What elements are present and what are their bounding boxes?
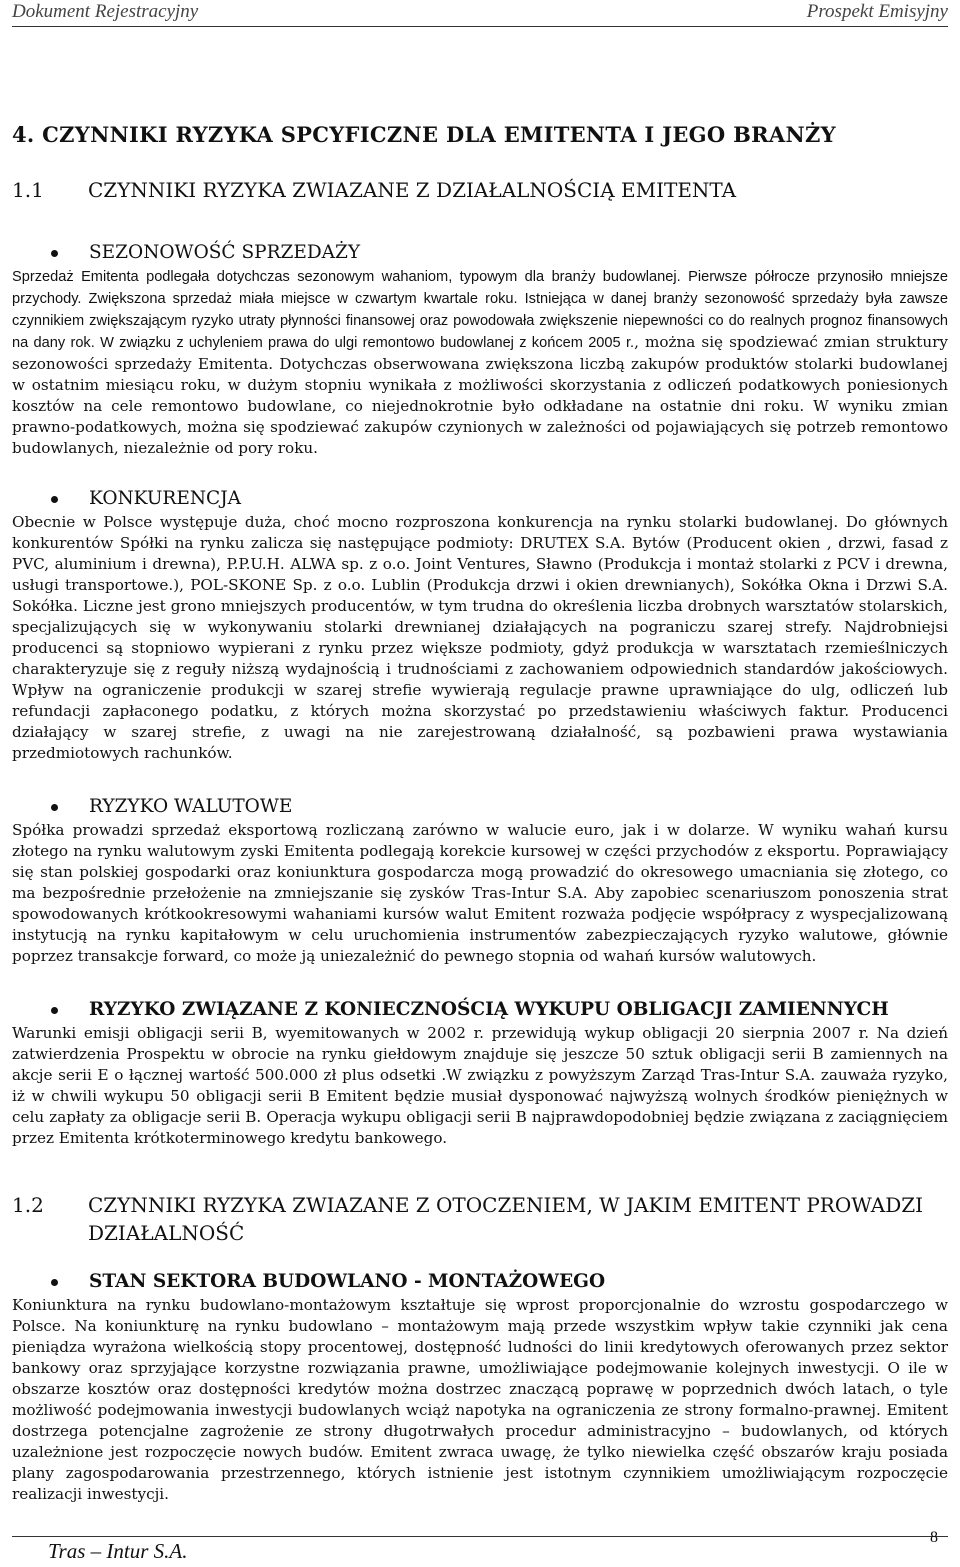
- bullet-icon: [51, 804, 58, 811]
- section-number: 1.2: [12, 1193, 44, 1217]
- subheading-seasonality: [12, 240, 948, 266]
- subheading-bonds: [12, 997, 948, 1023]
- page-header: [12, 0, 948, 27]
- page-number: 8: [930, 1529, 938, 1546]
- subheading-currency: [12, 794, 948, 820]
- paragraph-seasonality: [12, 266, 948, 459]
- subheading-construction: [12, 1269, 948, 1295]
- bullet-icon: [51, 1279, 58, 1286]
- section-title: CZYNNIKI RYZYKA ZWIAZANE Z DZIAŁALNOŚCIĄ EMITENTA: [88, 178, 737, 202]
- header-right: Prospekt Emisyjny: [806, 1, 948, 22]
- section-heading-1-1: [12, 176, 948, 204]
- section-heading-1-2: [12, 1191, 948, 1247]
- subheading-competition: [12, 486, 948, 512]
- chapter-title: 4. CZYNNIKI RYZYKA SPCYFICZNE DLA EMITENTA I JEGO BRANŻY: [12, 122, 836, 147]
- bullet-icon: [51, 250, 58, 257]
- subheading-text: STAN SEKTORA BUDOWLANO - MONTAŻOWEGO: [89, 1271, 606, 1292]
- paragraph-currency: Spółka prowadzi sprzedaż eksportową rozliczaną zarówno w walucie euro, jak i w dolarze. W wyniku wahań kursu złotego na rynku walutowym zyski Emitenta podlegają korekcie kursowej w części przychodów z eksportu. Poprawiający się stan polskiej gospodarki oraz koniunktura gospodarcza mogą prowadzić do okresowego umacniania się złotego, co ma bezpośrednie przełożenie na zmniejszanie się zysków Tras-Intur S.A. Aby zapobiec scenariuszom ponoszenia strat spowodowanych krótkookresowymi wahaniami kursów walut Emitent rozważa podjęcie współpracy z wyspecjalizowaną instytucją na rynku kapitałowym w celu uruchomienia instrumentów zabezpieczających ryzyko walutowe, głównie poprzez transakcje forward, co może ją uniezależnić do pewnego stopnia od wahań kursów walutowych.: [12, 821, 948, 965]
- page-body: [12, 122, 948, 1505]
- bullet-icon: [51, 496, 58, 503]
- page-footer: [12, 1529, 948, 1567]
- paragraph-sans-part: Sprzedaż Emitenta podlegała dotychczas sezonowym wahaniom, typowym dla branży budowlanej. Pierwsze półrocze przynosiło mniejsze przychody. Zwiększona sprzedaż miała miejsce w czwartym kwartale roku. Istniejąca w danej branży sezonowość sprzedaży była zawsze czynnikiem zwiększającym ryzyko utraty płynności finansowej oraz powodowała zwiększenie niepewności co do realnych prognoz finansowych na dany rok. W związku z uchyleniem prawa do ulgi remontowo budowlanej z końcem 2005 r.: [12, 269, 948, 351]
- bullet-icon: [51, 1007, 58, 1014]
- subheading-text: RYZYKO ZWIĄZANE Z KONIECZNOŚCIĄ WYKUPU OBLIGACJI ZAMIENNYCH: [89, 999, 889, 1020]
- subheading-text: SEZONOWOŚĆ SPRZEDAŻY: [89, 242, 361, 263]
- header-left: Dokument Rejestracyjny: [12, 1, 199, 22]
- paragraph-construction: Koniunktura na rynku budowlano-montażowym kształtuje się wprost proporcjonalnie do wzrostu gospodarczego w Polsce. Na koniunkturę na rynku budowlano – montażowym mają przede wszystkim wpływ takie czynniki jak cena pieniądza wyrażona wielkością stopy procentowej, dostępność ludności do linii kredytowych oferowanych przez sektor bankowy oraz sprzyjające korzystne rozwiązania prawne, umożliwiające podejmowanie kolejnych inwestycji. O ile w obszarze kosztów oraz dostępności kredytów można dostrzec znaczącą poprawę w poprzednich dwóch latach, o tyle możliwość podejmowania inwestycji budowlanych wciąż napotyka na ograniczenia ze strony formalno-prawnej. Emitent dostrzega potencjalne zagrożenie ze strony długotrwałych procedur administracyjno – budowlanych, od których uzależnione jest rozpoczęcie nowych budów. Emitent zwraca uwagę, że tylko niewielka część obszarów kraju posiada plany zagospodarowania przestrzennego, których istnienie jest istotnym czynnikiem umożliwiającym rozpoczęcie realizacji inwestycji.: [12, 1296, 948, 1503]
- paragraph-serif-part: , można się spodziewać zmian struktury sezonowości sprzedaży Emitenta. Dotychczas obserwowana zwiększona liczbą zakupów produktów stolarki budowlanej w ostatnim miesiącu roku, w dużym stopniu wynikała z możliwości skorzystania z odliczeń podatkowych poniesionych kosztów na cele remontowo budowlane, co niejednokrotnie było odkładane na ostatnie dni roku. W wyniku zmian prawno-podatkowych, można się spodziewać zakupów czynionych w zależności od pojawiających się potrzeb remontowo budowlanych, niezależnie od pory roku.: [12, 333, 948, 457]
- footer-company: Tras – Intur S.A.: [48, 1539, 188, 1563]
- paragraph-bonds: Warunki emisji obligacji serii B, wyemitowanych w 2002 r. przewidują wykup obligacji 20 sierpnia 2007 r. Na dzień zatwierdzenia Prospektu w obrocie na rynku giełdowym znajduje się jeszcze 50 sztuk obligacji serii B zamiennych na akcje serii E o łącznej wartość 500.000 zł plus odsetki .W związku z powyższym Zarząd Tras-Intur S.A. zauważa ryzyko, iż w chwili wykupu 50 obligacji serii B Emitent będzie musiał dysponować najwyższą wolnych środków pieniężnych w celu zapłaty za obligacje serii B. Operacja wykupu obligacji serii B najprawdopodobniej będzie związana z zaciągnięciem przez Emitenta krótkoterminowego kredytu bankowego.: [12, 1024, 948, 1147]
- section-number: 1.1: [12, 178, 44, 202]
- paragraph-competition: Obecnie w Polsce występuje duża, choć mocno rozproszona konkurencja na rynku stolarki budowlanej. Do głównych konkurentów Spółki na rynku zalicza się następujące podmioty: DRUTEX S.A. Bytów (Producent okien , drzwi, fasad z PVC, aluminium i drewna), P.P.U.H. ALWA sp. z o.o. Joint Ventures, Sławno (Produkcja i montaż stolarki z PCV i drewna, usługi transportowe.), POL-SKONE Sp. z o.o. Lublin (Produkcja drzwi i okien drewnianych), Sokółka Okna i Drzwi S.A. Sokółka. Liczne jest grono mniejszych producentów, w tym trudna do określenia liczba drobnych warsztatów stolarskich, specjalizujących się w wykonywaniu stolarki drewnianej działających na pograniczu szarej strefy. Najdrobniejsi producenci są stopniowo wypierani z rynku przez większe podmioty, gdyż produkcja w warsztatach rzemieślniczych charakteryzuje się z reguły niższą wydajnością i trudnościami z zachowaniem odpowiednich standardów jakościowych. Wpływ na ograniczenie produkcji w szarej strefie wywierają regulacje prawne uprawniające do ulg, odliczeń lub refundacji zapłaconego podatku, z których można skorzystać po przedstawieniu właściwych faktur. Producenci działający w szarej strefie, z uwagi na nie zarejestrowaną działalność, są pozbawieni prawa wystawiania przedmiotowych rachunków.: [12, 513, 948, 762]
- subheading-text: RYZYKO WALUTOWE: [89, 796, 293, 817]
- section-title: CZYNNIKI RYZYKA ZWIAZANE Z OTOCZENIEM, W JAKIM EMITENT PROWADZI DZIAŁALNOŚĆ: [88, 1193, 924, 1245]
- subheading-text: KONKURENCJA: [89, 488, 241, 509]
